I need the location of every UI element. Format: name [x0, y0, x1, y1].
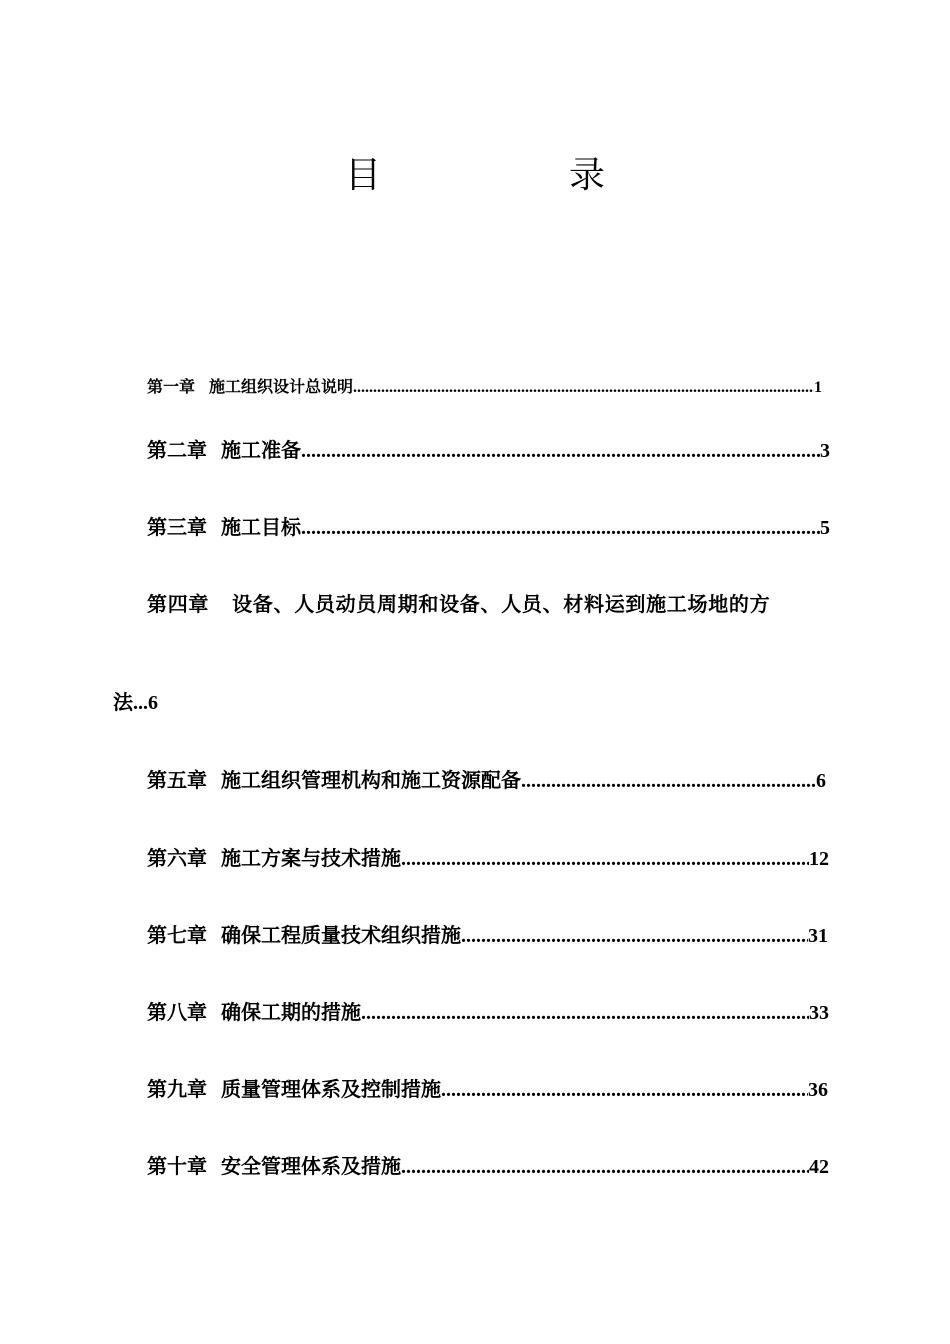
toc-chapter-number: 第六章 [147, 846, 207, 870]
toc-chapter-title: 安全管理体系及措施 [221, 1154, 401, 1178]
toc-entry-3[interactable] [147, 511, 830, 540]
toc-leader-dots [401, 848, 809, 871]
toc-page-number: 6 [148, 692, 158, 714]
toc-entry-9[interactable] [147, 1073, 828, 1102]
toc-chapter-title: 施工方案与技术措施 [221, 846, 401, 870]
toc-entry-10[interactable] [147, 1150, 829, 1179]
toc-chapter-title-continued: 法 [113, 690, 133, 714]
toc-leader-dots [401, 1156, 809, 1179]
toc-page-number: 12 [809, 848, 829, 870]
toc-leader-dots [301, 440, 820, 463]
toc-chapter-title: 施工组织管理机构和施工资源配备 [221, 768, 521, 792]
toc-page-number: 31 [808, 925, 828, 947]
toc-chapter-number: 第二章 [147, 438, 207, 462]
toc-chapter-number: 第八章 [147, 1000, 207, 1024]
toc-chapter-number: 第一章 [147, 377, 196, 396]
toc-leader-dots [301, 517, 820, 540]
toc-entry-6[interactable] [147, 842, 829, 871]
toc-leader-dots [461, 925, 808, 948]
toc-page-number: 6 [816, 770, 826, 792]
toc-chapter-title: 设备、人员动员周期和设备、人员、材料运到施工场地的方 [232, 592, 771, 616]
toc-chapter-title: 施工目标 [221, 515, 301, 539]
toc-page-number: 1 [814, 379, 822, 396]
toc-chapter-title: 确保工期的措施 [221, 1000, 361, 1024]
toc-page-number: 42 [809, 1156, 829, 1178]
toc-leader-dots [521, 770, 816, 793]
toc-entry-1[interactable] [147, 374, 822, 397]
toc-entry-7[interactable] [147, 919, 828, 948]
toc-chapter-number: 第七章 [147, 923, 207, 947]
toc-leader-dots [353, 379, 814, 397]
toc-chapter-title: 确保工程质量技术组织措施 [221, 923, 461, 947]
toc-page-number: 5 [820, 517, 830, 539]
toc-entry-2[interactable] [147, 434, 830, 463]
toc-page-number: 36 [808, 1079, 828, 1101]
toc-chapter-title: 质量管理体系及控制措施 [221, 1077, 441, 1101]
page-title: 目 录 [344, 155, 681, 196]
toc-chapter-title: 施工准备 [221, 438, 301, 462]
toc-page-number: 33 [809, 1002, 829, 1024]
toc-entry-4-line-2[interactable] [113, 686, 158, 715]
toc-page-number: 3 [820, 440, 830, 462]
toc-chapter-number: 第三章 [147, 515, 207, 539]
toc-entry-8[interactable] [147, 996, 829, 1025]
toc-leader-dots: ... [133, 692, 148, 714]
toc-entry-5[interactable] [147, 764, 826, 793]
toc-chapter-title: 施工组织设计总说明 [209, 377, 354, 396]
toc-leader-dots [441, 1079, 808, 1102]
toc-chapter-number: 第十章 [147, 1154, 207, 1178]
toc-chapter-number: 第四章 [147, 592, 210, 616]
toc-chapter-number: 第九章 [147, 1077, 207, 1101]
toc-leader-dots [361, 1002, 809, 1025]
toc-chapter-number: 第五章 [147, 768, 207, 792]
toc-entry-4-line-1[interactable] [147, 588, 770, 617]
